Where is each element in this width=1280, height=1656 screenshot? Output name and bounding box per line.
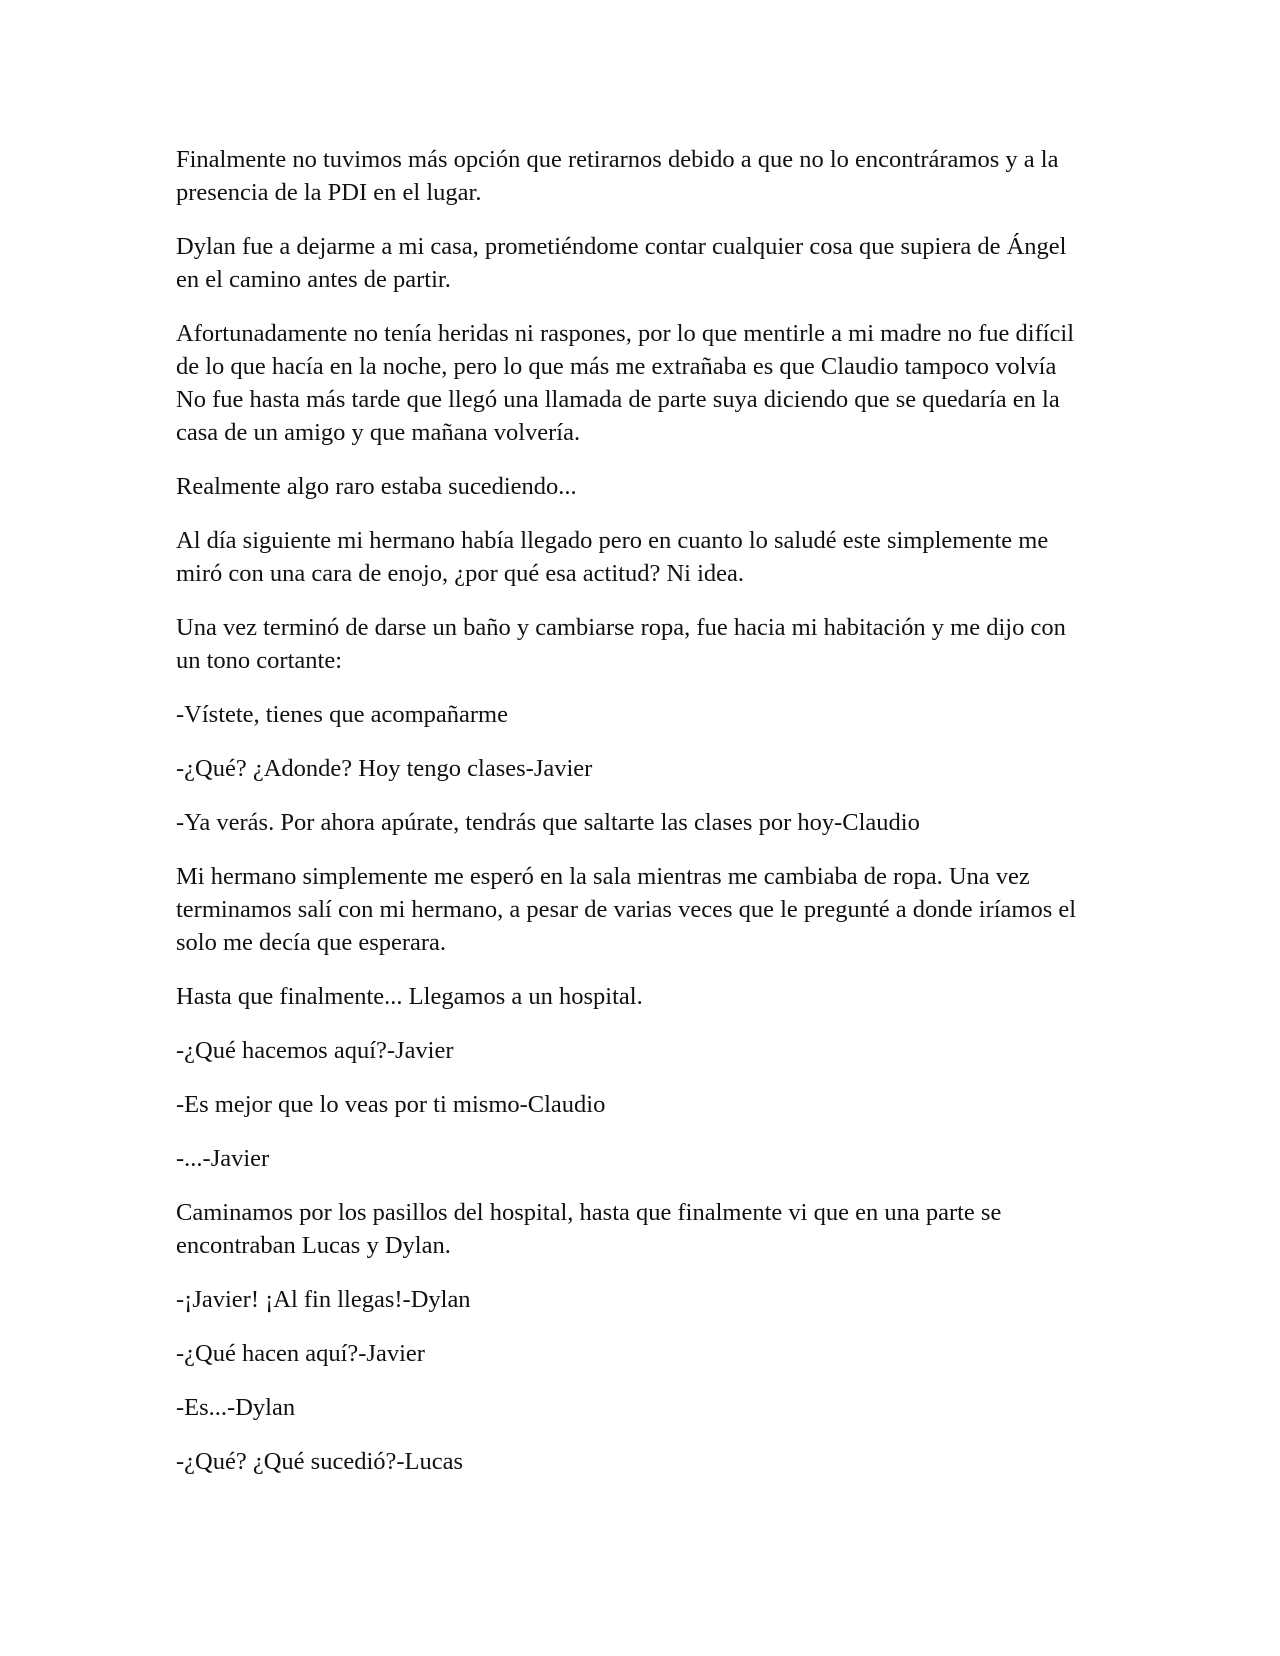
dialogue-line: -¡Javier! ¡Al fin llegas!-Dylan bbox=[176, 1286, 471, 1313]
paragraph: Caminamos por los pasillos del hospital, hasta que finalmente vi que en una parte se encontraban Lucas y Dylan. bbox=[176, 1199, 1002, 1259]
dialogue-line: -Vístete, tienes que acompañarme bbox=[176, 701, 508, 728]
paragraph: Al día siguiente mi hermano había llegado pero en cuanto lo saludé este simplemente me miró con una cara de enojo, ¿por qué esa actitud? Ni idea. bbox=[176, 527, 1049, 587]
dialogue-line: -¿Qué hacemos aquí?-Javier bbox=[176, 1037, 454, 1064]
dialogue-line: -Ya verás. Por ahora apúrate, tendrás que saltarte las clases por hoy-Claudio bbox=[176, 809, 920, 836]
paragraph: Una vez terminó de darse un baño y cambiarse ropa, fue hacia mi habitación y me dijo con un tono cortante: bbox=[176, 614, 1066, 674]
paragraph: Dylan fue a dejarme a mi casa, prometiéndome contar cualquier cosa que supiera de Ángel en el camino antes de partir. bbox=[176, 233, 1067, 293]
paragraph: Mi hermano simplemente me esperó en la sala mientras me cambiaba de ropa. Una vez terminamos salí con mi hermano, a pesar de varias veces que le pregunté a donde iríamos el solo me decía que esperara. bbox=[176, 863, 1077, 956]
paragraph: Finalmente no tuvimos más opción que retirarnos debido a que no lo encontráramos y a la presencia de la PDI en el lugar. bbox=[176, 146, 1059, 206]
dialogue-line: -Es...-Dylan bbox=[176, 1394, 296, 1421]
dialogue-line: -Es mejor que lo veas por ti mismo-Claudio bbox=[176, 1091, 606, 1118]
dialogue-line: -...-Javier bbox=[176, 1145, 270, 1172]
paragraph: Afortunadamente no tenía heridas ni raspones, por lo que mentirle a mi madre no fue difícil de lo que hacía en la noche, pero lo que más me extrañaba es que Claudio tampoco volvía No fue hasta más tarde que llegó una llamada de parte suya diciendo que se quedaría en la casa de un amigo y que mañana volvería. bbox=[176, 320, 1075, 446]
dialogue-line: -¿Qué? ¿Qué sucedió?-Lucas bbox=[176, 1448, 464, 1475]
paragraph: Hasta que finalmente... Llegamos a un hospital. bbox=[176, 983, 643, 1010]
document-body bbox=[176, 143, 1106, 1499]
paragraph: Realmente algo raro estaba sucediendo... bbox=[176, 473, 577, 500]
dialogue-line: -¿Qué hacen aquí?-Javier bbox=[176, 1340, 425, 1367]
dialogue-line: -¿Qué? ¿Adonde? Hoy tengo clases-Javier bbox=[176, 755, 593, 782]
